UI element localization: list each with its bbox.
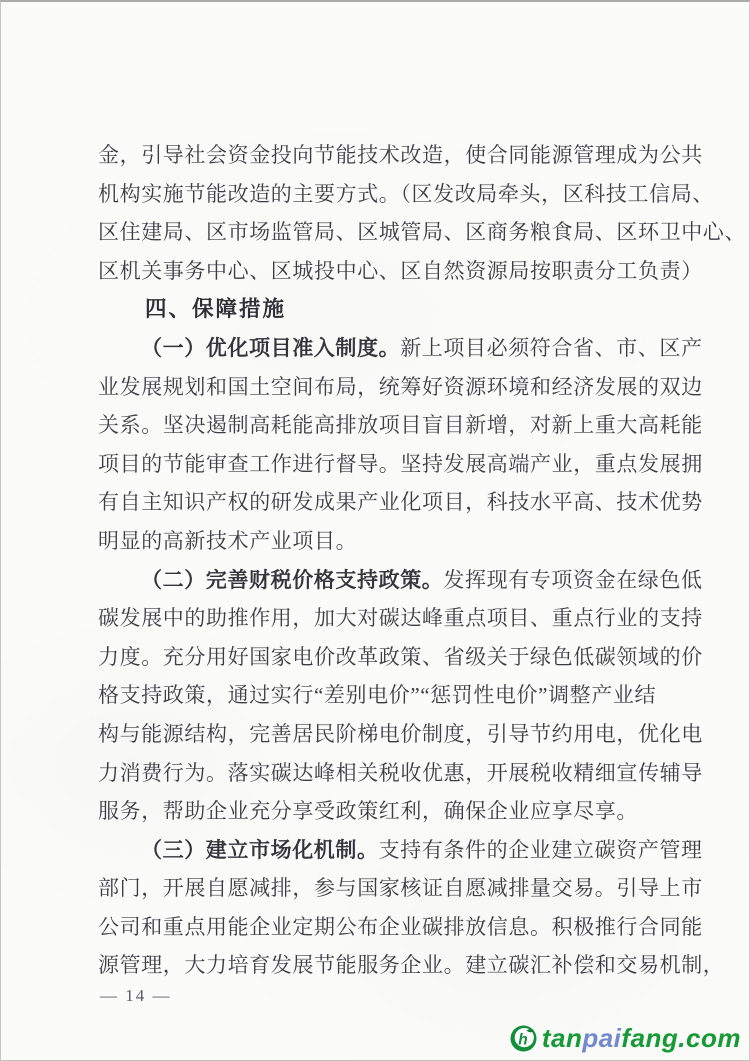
paragraph-lead: （三）建立市场化机制。 [141,837,379,862]
tanpaifang-brand-text [542,1023,741,1054]
doc-line [98,831,703,870]
doc-line [98,483,703,522]
line-text: 区机关事务中心、区城投中心、区自然资源局按职责分工负责） [98,258,703,283]
doc-line [98,329,703,368]
line-text: 项目的节能审查工作进行督导。坚持发展高端产业，重点发展拥 [98,451,703,476]
line-text: 发挥现有专项资金在绿色低 [443,567,703,592]
line-text: 有自主知识产权的研发成果产业化项目，科技水平高、技术优势 [98,490,703,515]
doc-line [98,638,703,677]
line-text: 力度。充分用好国家电价改革政策、省级关于绿色低碳领域的价 [98,644,703,669]
doc-line [98,946,725,985]
line-text: 金，引导社会资金投向节能技术改造，使合同能源管理成为公共 [98,143,703,167]
line-text: 服务，帮助企业充分享受政策红利，确保企业应享尽享。 [98,799,638,824]
section-heading-text: 四、保障措施 [145,297,287,322]
line-text: 力消费行为。落实碳达峰相关税收优惠，开展税收精细宣传辅导 [98,760,703,785]
doc-line [98,715,703,754]
line-text: 碳发展中的助推作用，加大对碳达峰重点项目、重点行业的支持 [98,606,703,631]
line-text: 业发展规划和国土空间布局，统筹好资源环境和经济发展的双边 [98,374,703,399]
doc-line [98,175,714,214]
line-text: 部门，开展自愿减排，参与国家核证自愿减排量交易。引导上市 [98,876,703,901]
line-text: 区住建局、区市场监管局、区城管局、区商务粮食局、区环卫中心、 [98,220,746,245]
page-number: — 14 — [100,986,172,1005]
doc-line [98,406,703,445]
brand-seg-fang: fang.com [621,1023,741,1053]
line-text: 格支持政策，通过实行“差别电价”“惩罚性电价”调整产业结 [98,683,657,708]
doc-line [98,213,746,252]
paragraph-lead: （一）优化项目准入制度。 [141,335,401,360]
doc-line [98,908,703,947]
doc-line [98,368,703,407]
line-text: 公司和重点用能企业定期公布企业碳排放信息。积极推行合同能 [98,914,703,939]
tanpaifang-watermark [510,1023,741,1054]
line-text: 构与能源结构，完善居民阶梯电价制度，引导节约用电，优化电 [98,721,703,746]
line-text: 关系。坚决遏制高耗能高排放项目盲目新增，对新上重大高耗能 [98,413,703,438]
line-text: 支持有条件的企业建立碳资产管理 [378,837,703,862]
doc-line [98,599,703,638]
brand-seg-pai: pai [582,1023,622,1053]
paragraph-lead: （二）完善财税价格支持政策。 [141,567,444,592]
doc-line [98,676,668,715]
tanpaifang-logo-icon [510,1025,537,1052]
section-heading [98,290,668,329]
brand-seg-tan: tan [541,1023,583,1053]
line-text: 源管理，大力培育发展节能服务企业。建立碳汇补偿和交易机制， [98,953,725,978]
doc-line [98,869,703,908]
doc-line [98,754,703,793]
doc-line [98,522,668,561]
document-text [98,136,746,985]
doc-line [98,445,703,484]
line-text: 新上项目必须符合省、市、区产 [400,335,703,360]
doc-line [98,561,703,600]
line-text: 明显的高新技术产业项目。 [98,528,358,553]
doc-line [98,792,668,831]
doc-line [98,252,703,291]
doc-line [98,136,703,175]
svg-text:h: h [518,1031,528,1049]
line-text: 机构实施节能改造的主要方式。（区发改局牵头，区科技工信局、 [98,181,714,206]
